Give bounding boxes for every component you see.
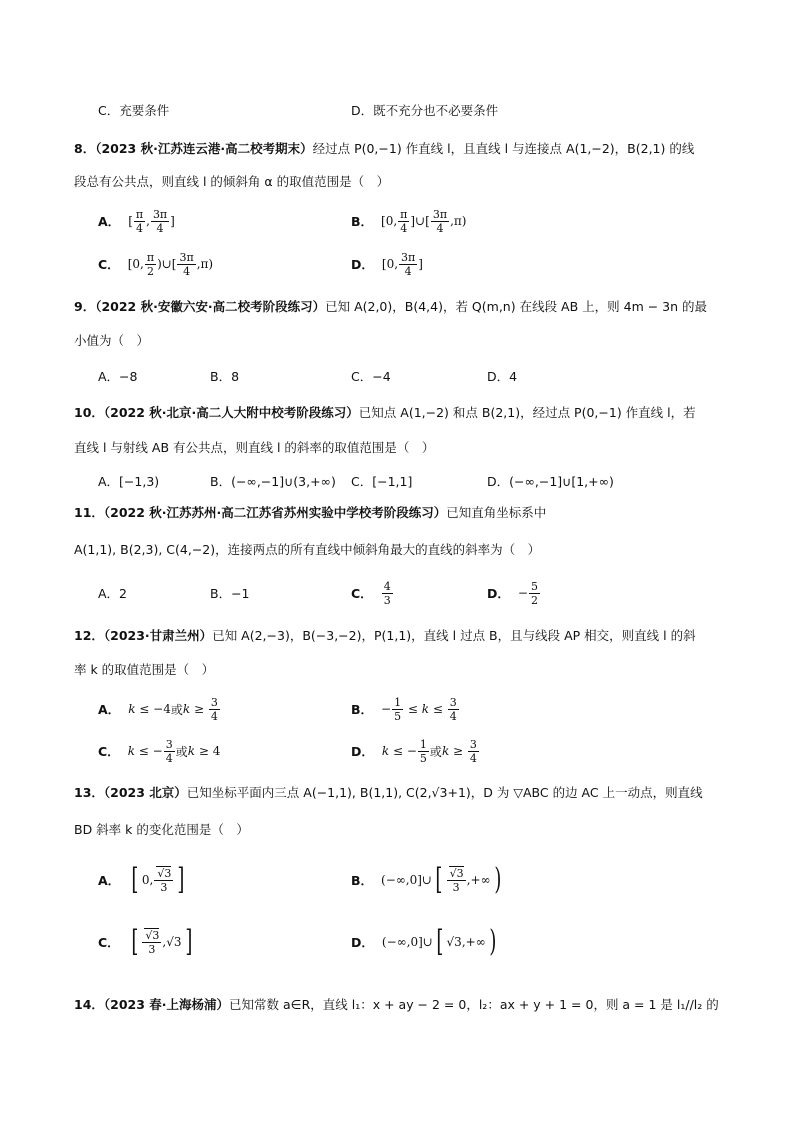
q13-stem-line1	[74, 783, 703, 803]
q12-options-ab	[98, 689, 758, 729]
q12-source: 12．（2023·甘肃兰州）	[74, 628, 213, 643]
q14-stem-line1	[74, 995, 719, 1015]
q12-option-a: A． k ≤ −4 或 k ≥ $\frac{3}{4}$	[98, 695, 218, 723]
q12-option-d: D． k ≤ − $\frac{1}{5}$ 或 k ≥ $\frac{3}{4}$	[351, 737, 477, 765]
q9-option-b: B．8	[210, 369, 240, 384]
q11-options	[98, 573, 758, 613]
q11-text1: 已知直角坐标系中	[446, 505, 547, 520]
q13-option-b: B． (−∞,0]∪ [ $\frac{√3}{3}$ ,+∞ )	[351, 862, 501, 897]
q8-source: 8．（2023 秋·江苏连云港·高二校考期末）	[74, 141, 313, 156]
q7-option-c: C．充要条件	[98, 103, 170, 118]
q13-text1: 已知坐标平面内三点 A(−1,1), B(1,1), C(2,√3+1)，D 为 ▽ABC 的边 AC 上一动点，则直线	[186, 785, 703, 800]
q9-source: 9．（2022 秋·安徽六安·高二校考阶段练习）	[74, 299, 326, 314]
q8-stem-line2: 段总有公共点，则直线 l 的倾斜角 α 的取值范围是（ ）	[74, 174, 390, 189]
q11-stem-line2: A(1,1), B(2,3), C(4,−2)，连接两点的所有直线中倾斜角最大的直线的斜率为（ ）	[74, 542, 541, 557]
q14-text1: 已知常数 a∈R，直线 l₁：x + ay − 2 = 0，l₂：ax + y + 1 = 0，则 a = 1 是 l₁//l₂ 的	[229, 997, 719, 1012]
q9-stem-line2: 小值为（ ）	[74, 333, 150, 348]
q9-option-d: D．4	[487, 369, 518, 384]
q8-option-a: A． [ $\frac{\pi}{4}$ , $\frac{3\pi}{4}$ ]	[98, 207, 175, 235]
q10-option-c: C．[−1,1]	[351, 474, 413, 489]
q12-stem-line2: 率 k 的取值范围是（ ）	[74, 662, 215, 677]
q10-option-d: D．(−∞,−1]∪[1,+∞)	[487, 474, 614, 489]
q8-options-ab	[98, 201, 758, 241]
q11-option-b: B．−1	[210, 586, 250, 601]
q8-option-d: D． [0, $\frac{3\pi}{4}$ ]	[351, 250, 423, 278]
q7-option-d: D．既不充分也不必要条件	[351, 103, 499, 118]
q10-option-b: B．(−∞,−1]∪(3,+∞)	[210, 474, 336, 489]
q12-option-b: B． − $\frac{1}{5}$ ≤ k ≤ $\frac{3}{4}$	[351, 695, 457, 723]
q13-option-c: C． [ $\frac{√3}{3}$ ,√3 ]	[98, 924, 192, 959]
q8-text1: 经过点 P(0,−1) 作直线 l，且直线 l 与连接点 A(1,−2)，B(2,1) 的线	[312, 141, 695, 156]
q9-option-a: A．−8	[98, 369, 138, 384]
q8-stem-line1	[74, 139, 694, 159]
q14-source: 14．（2023 春·上海杨浦）	[74, 997, 230, 1012]
q8-option-b: B． [0, $\frac{\pi}{4}$ ]∪[ $\frac{3\pi}{4}$ ,π)	[351, 207, 467, 235]
q7-options	[98, 90, 758, 130]
q11-option-c: C． $\frac{4}{3}$	[351, 579, 391, 607]
q8-options-cd	[98, 244, 758, 284]
q10-options	[98, 461, 758, 501]
q10-stem-line1	[74, 403, 696, 423]
q12-stem-line1	[74, 626, 696, 646]
q10-text1: 已知点 A(1,−2) 和点 B(2,1)，经过点 P(0,−1) 作直线 l，若	[358, 405, 696, 420]
q11-option-d: D． − $\frac{5}{2}$	[487, 579, 538, 607]
q10-source: 10．（2022 秋·北京·高二人大附中校考阶段练习）	[74, 405, 359, 420]
q9-stem-line1	[74, 297, 707, 317]
q13-stem-line2: BD 斜率 k 的变化范围是（ ）	[74, 822, 249, 837]
q11-option-a: A．2	[98, 586, 128, 601]
q9-option-c: C．−4	[351, 369, 391, 384]
q10-option-a: A．[−1,3)	[98, 474, 160, 489]
q12-text1: 已知 A(2,−3)，B(−3,−2)，P(1,1)，直线 l 过点 B，且与线段 AP 相交，则直线 l 的斜	[212, 628, 696, 643]
q13-option-a: A． [ 0, $\frac{√3}{3}$ ]	[98, 862, 185, 897]
q12-option-c: C． k ≤ − $\frac{3}{4}$ 或 k ≥ 4	[98, 737, 221, 765]
q13-options-ab	[98, 858, 758, 902]
q10-stem-line2: 直线 l 与射线 AB 有公共点，则直线 l 的斜率的取值范围是（ ）	[74, 440, 435, 455]
q9-options	[98, 356, 758, 396]
q8-option-c: C． [0, $\frac{\pi}{2}$ )∪[ $\frac{3\pi}{4}$ ,π)	[98, 250, 214, 278]
q13-source: 13．（2023 北京）	[74, 785, 187, 800]
q12-options-cd	[98, 731, 758, 771]
q11-source: 11．（2022 秋·江苏苏州·高二江苏省苏州实验中学校考阶段练习）	[74, 505, 447, 520]
q13-option-d: D． (−∞,0]∪ [ √3,+∞ )	[351, 924, 497, 959]
q11-stem-line1	[74, 503, 546, 523]
q13-options-cd	[98, 920, 758, 964]
q9-text1: 已知 A(2,0)，B(4,4)，若 Q(m,n) 在线段 AB 上，则 4m − 3n 的最	[325, 299, 708, 314]
